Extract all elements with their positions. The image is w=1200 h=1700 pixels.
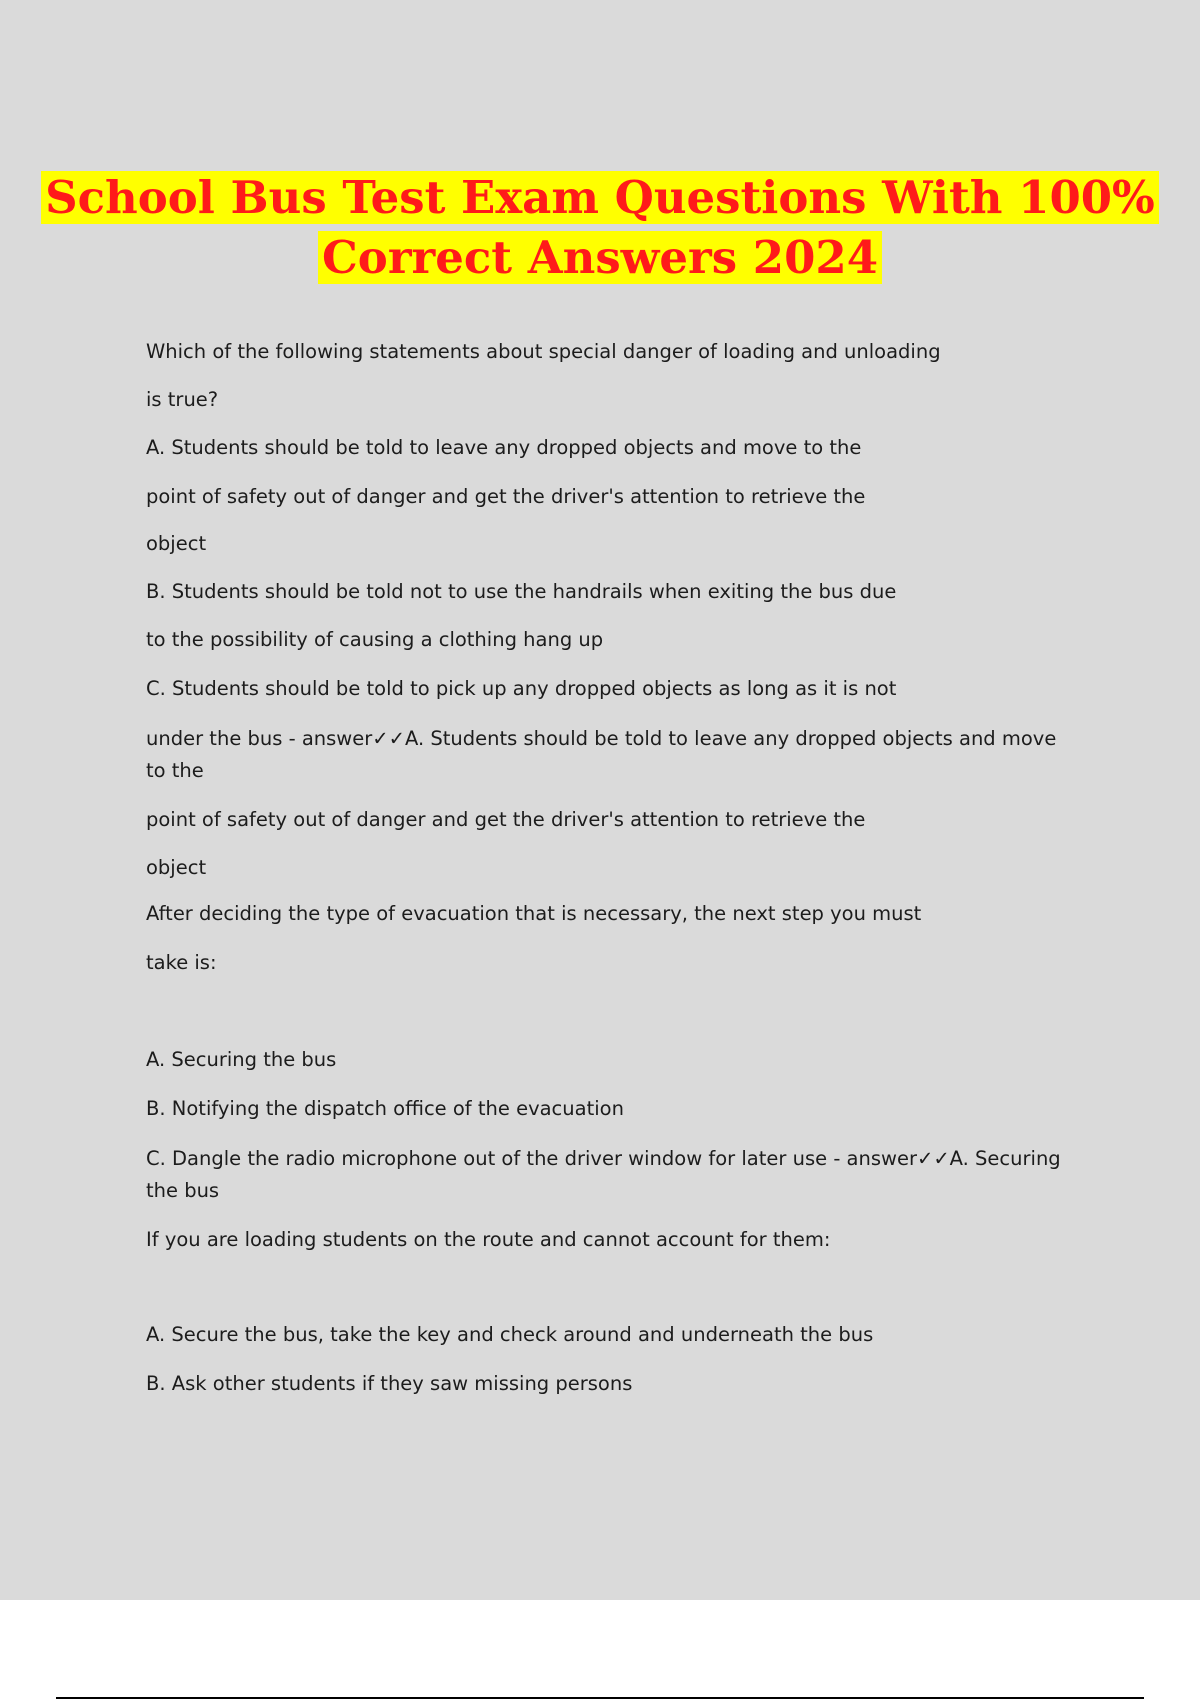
question-1-text: Which of the following statements about special danger of loading and unloading [146, 340, 941, 363]
question-3-option-b: B. Ask other students if they saw missing persons [146, 1372, 633, 1395]
question-1-option-b: B. Students should be told not to use the handrails when exiting the bus due [146, 580, 897, 603]
question-2-text-cont: take is: [146, 951, 217, 974]
question-1-answer-cont-3: object [146, 856, 207, 879]
question-2-option-a: A. Securing the bus [146, 1048, 337, 1071]
question-2-option-c-answer: C. Dangle the radio microphone out of the driver window for later use - answer✓✓A. Securing [146, 1147, 1061, 1170]
question-3-option-a: A. Secure the bus, take the key and check around and underneath the bus [146, 1323, 874, 1346]
document-title [0, 168, 1200, 288]
title-line-2: Correct Answers 2024 [318, 231, 882, 284]
question-1-option-a-cont: point of safety out of danger and get the driver's attention to retrieve the [146, 485, 866, 508]
question-1-option-a-cont-2: object [146, 532, 207, 555]
question-1-option-a: A. Students should be told to leave any dropped objects and move to the [146, 436, 862, 459]
question-2-text: After deciding the type of evacuation that is necessary, the next step you must [146, 902, 922, 925]
question-1-option-c: C. Students should be told to pick up any dropped objects as long as it is not [146, 677, 897, 700]
question-2-answer-cont: the bus [146, 1179, 220, 1202]
question-1-answer-cont-2: point of safety out of danger and get the driver's attention to retrieve the [146, 808, 866, 831]
question-1-option-b-cont: to the possibility of causing a clothing hang up [146, 628, 604, 651]
question-3-text: If you are loading students on the route and cannot account for them: [146, 1228, 831, 1251]
question-2-option-b: B. Notifying the dispatch office of the evacuation [146, 1097, 624, 1120]
footer-divider [56, 1697, 1144, 1699]
question-1-answer-cont: to the [146, 759, 204, 782]
question-1-answer: under the bus - answer✓✓A. Students should be told to leave any dropped objects and move [146, 727, 1057, 750]
question-1-text-cont: is true? [146, 388, 219, 411]
title-line-1: School Bus Test Exam Questions With 100% [41, 171, 1159, 224]
